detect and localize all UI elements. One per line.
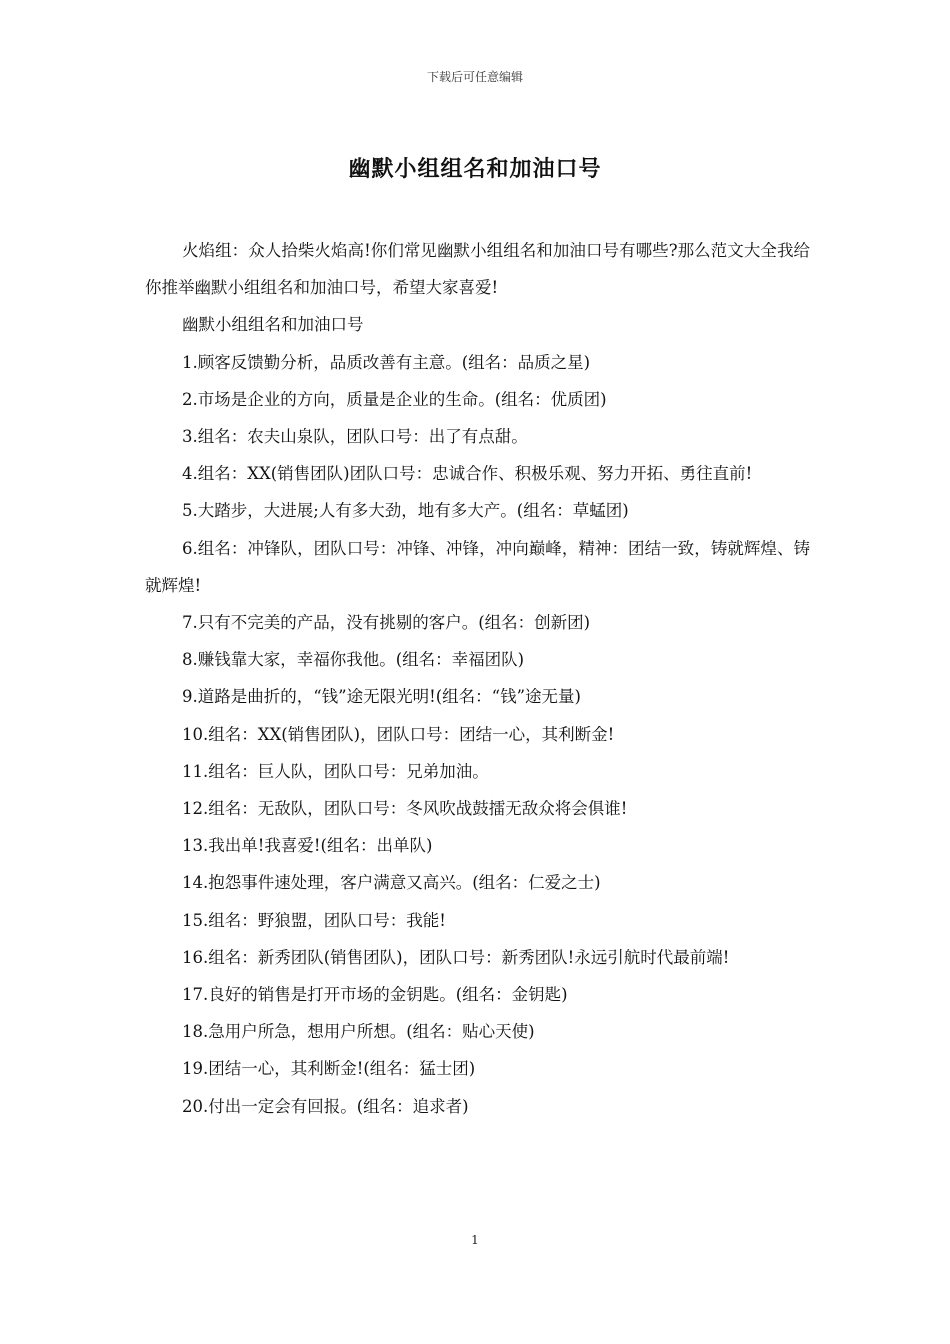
- list-item: 18.急用户所急，想用户所想。(组名：贴心天使): [182, 1022, 535, 1042]
- list-item: 5.大踏步，大进展;人有多大劲，地有多大产。(组名：草蜢团): [182, 501, 629, 521]
- list-item: 13.我出单!我喜爱!(组名：出单队): [182, 836, 433, 856]
- section-heading: 幽默小组组名和加油口号: [182, 315, 364, 335]
- list-item: 14.抱怨事件速处理，客户满意又高兴。(组名：仁爱之士): [182, 873, 601, 893]
- document-title: 幽默小组组名和加油口号: [348, 157, 602, 182]
- list-item: 16.组名：新秀团队(销售团队)，团队口号：新秀团队!永远引航时代最前端!: [182, 947, 730, 967]
- list-item: 20.付出一定会有回报。(组名：追求者): [182, 1096, 469, 1116]
- list-item: 15.组名：野狼盟，团队口号：我能!: [182, 910, 446, 930]
- list-item: 11.组名：巨人队，团队口号：兄弟加油。: [182, 761, 489, 781]
- list-item: 8.赚钱靠大家，幸福你我他。(组名：幸福团队): [182, 650, 525, 670]
- list-item: 1.顾客反馈勤分析，品质改善有主意。(组名：品质之星): [182, 352, 591, 372]
- list-item: 4.组名：XX(销售团队)团队口号：忠诚合作、积极乐观、努力开拓、勇往直前!: [182, 464, 753, 484]
- intro-paragraph: 火焰组：众人拾柴火焰高!你们常见幽默小组组名和加油口号有哪些?那么范文大全我给你推举幽默小组组名和加油口号，希望大家喜爱!: [145, 241, 810, 298]
- list-item: 17.良好的销售是打开市场的金钥匙。(组名：金钥匙): [182, 985, 568, 1005]
- list-item: 7.只有不完美的产品，没有挑剔的客户。(组名：创新团): [182, 613, 591, 633]
- list-item: 9.道路是曲折的，“钱”途无限光明!(组名：“钱”途无量): [182, 687, 581, 707]
- list-item: 19.团结一心，其利断金!(组名：猛士团): [182, 1059, 476, 1079]
- document-body: [145, 232, 810, 1125]
- list-item: 10.组名：XX(销售团队)，团队口号：团结一心，其利断金!: [182, 724, 615, 744]
- page-number: 1: [471, 1233, 479, 1247]
- list-item: 12.组名：无敌队，团队口号：冬风吹战鼓擂无敌众将会俱谁!: [182, 799, 628, 819]
- page-header: 下载后可任意编辑: [426, 70, 523, 84]
- list-item: 2.市场是企业的方向，质量是企业的生命。(组名：优质团): [182, 389, 607, 409]
- list-item: 3.组名：农夫山泉队，团队口号：出了有点甜。: [182, 427, 528, 447]
- list-item: 6.组名：冲锋队，团队口号：冲锋、冲锋，冲向巅峰，精神：团结一致，铸就辉煌、铸就辉煌!: [145, 538, 810, 595]
